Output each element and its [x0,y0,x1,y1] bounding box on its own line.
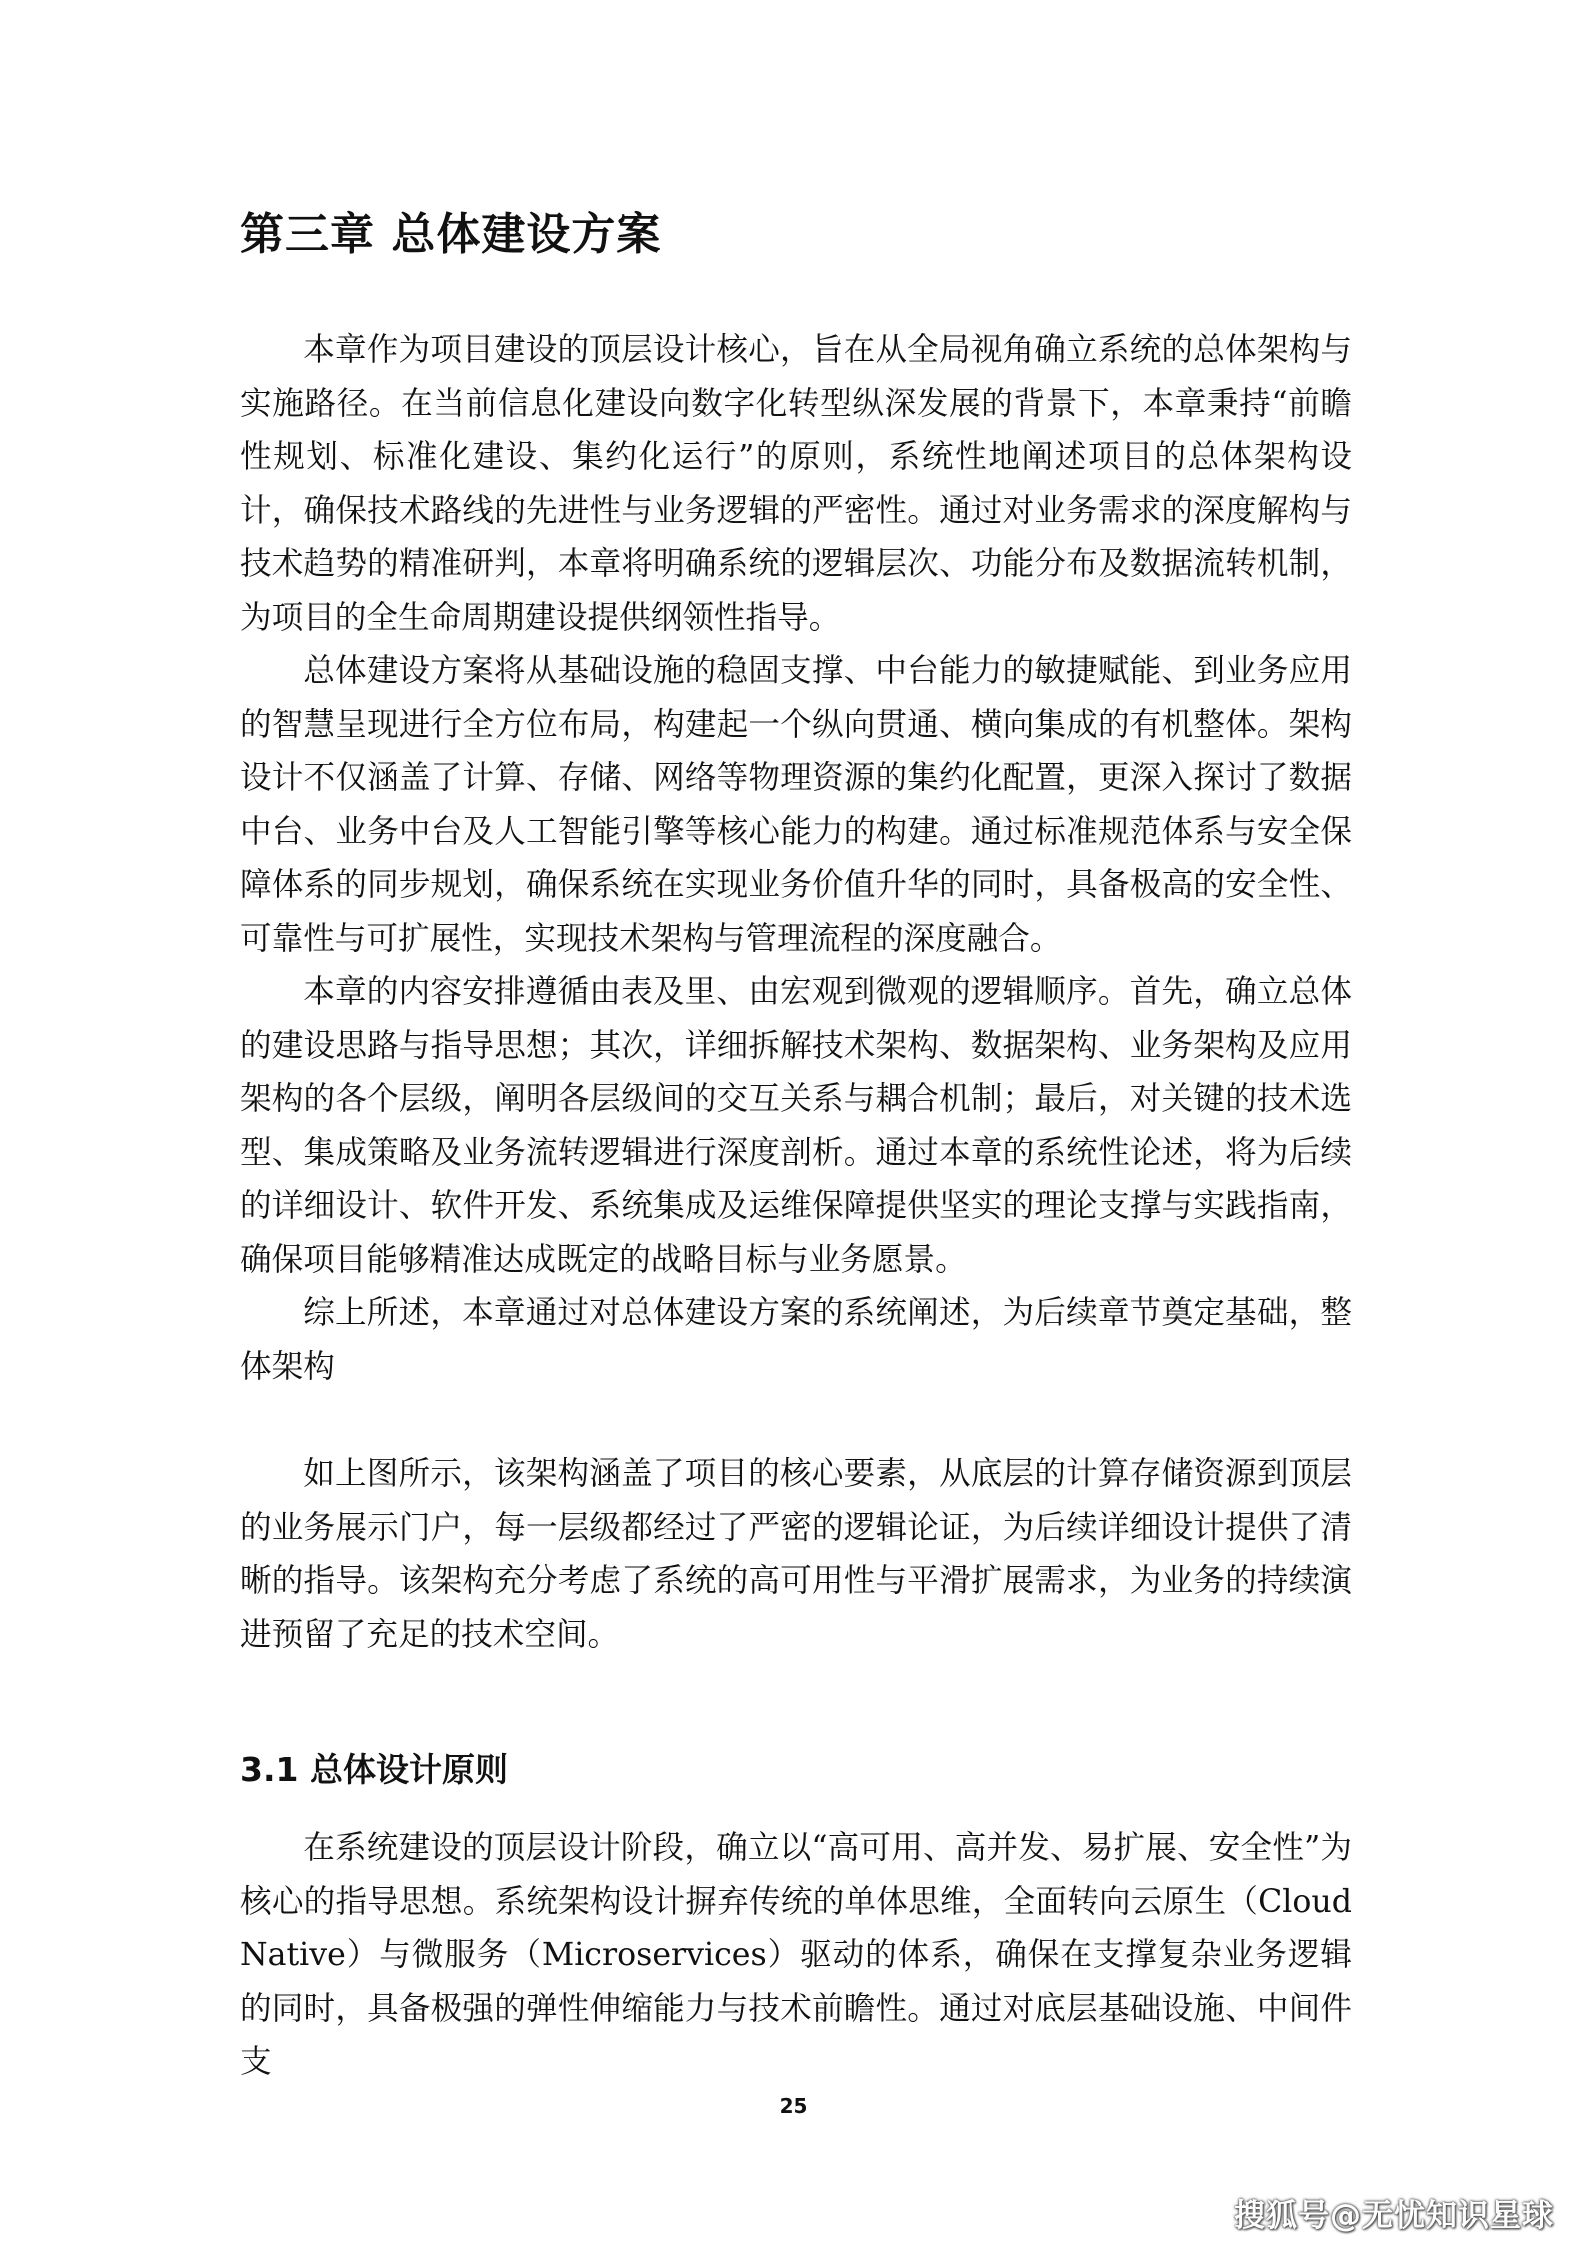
page-number: 25 [779,2094,808,2118]
paragraph-summary: 综上所述，本章通过对总体建设方案的系统阐述，为后续章节奠定基础，整体架构 [240,1295,1352,1385]
paragraph-architecture: 总体建设方案将从基础设施的稳固支撑、中台能力的敏捷赋能、到业务应用的智慧呈现进行全方位布局，构建起一个纵向贯通、横向集成的有机整体。架构设计不仅涵盖了计算、存储、网络等物理资源的集约化配置，更深入探讨了数据中台、业务中台及人工智能引擎等核心能力的构建。通过标准规范体系与安全保障体系的同步规划，确保系统在实现业务价值升华的同时，具备极高的安全性、可靠性与可扩展性，实现技术架构与管理流程的深度融合。 [240,653,1352,957]
chapter-title: 第三章 总体建设方案 [240,209,662,260]
watermark: 搜狐号@无忧知识星球 [1234,2198,1554,2234]
paragraph-intro: 本章作为项目建设的顶层设计核心，旨在从全局视角确立系统的总体架构与实施路径。在当前信息化建设向数字化转型纵深发展的背景下，本章秉持“前瞻性规划、标准化建设、集约化运行”的原则，系统性地阐述项目的总体架构设计，确保技术路线的先进性与业务逻辑的严密性。通过对业务需求的深度解构与技术趋势的精准研判，本章将明确系统的逻辑层次、功能分布及数据流转机制，为项目的全生命周期建设提供纲领性指导。 [240,332,1352,636]
paragraph-design-principles: 在系统建设的顶层设计阶段，确立以“高可用、高并发、易扩展、安全性”为核心的指导思想。系统架构设计摒弃传统的单体思维，全面转向云原生（Cloud Native）与微服务（Microservices）驱动的体系，确保在支撑复杂业务逻辑的同时，具备极强的弹性伸缩能力与技术前瞻性。通过对底层基础设施、中间件支 [240,1830,1352,2080]
paragraph-structure: 本章的内容安排遵循由表及里、由宏观到微观的逻辑顺序。首先，确立总体的建设思路与指导思想；其次，详细拆解技术架构、数据架构、业务架构及应用架构的各个层级，阐明各层级间的交互关系与耦合机制；最后，对关键的技术选型、集成策略及业务流转逻辑进行深度剖析。通过本章的系统性论述，将为后续的详细设计、软件开发、系统集成及运维保障提供坚实的理论支撑与实践指南，确保项目能够精准达成既定的战略目标与业务愿景。 [240,974,1352,1278]
paragraph-figure-note: 如上图所示，该架构涵盖了项目的核心要素，从底层的计算存储资源到顶层的业务展示门户，每一层级都经过了严密的逻辑论证，为后续详细设计提供了清晰的指导。该架构充分考虑了系统的高可用性与平滑扩展需求，为业务的持续演进预留了充足的技术空间。 [240,1456,1352,1653]
section-title: 3.1 总体设计原则 [240,1750,508,1789]
